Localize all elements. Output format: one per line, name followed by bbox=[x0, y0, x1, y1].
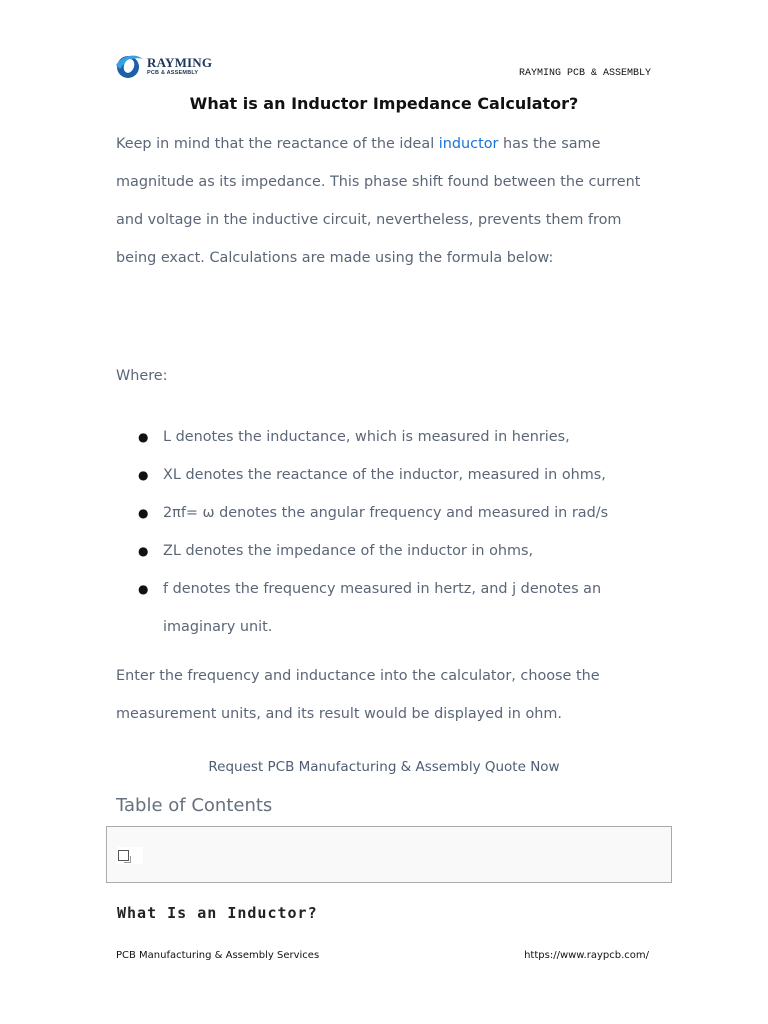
header-company-name: RAYMING PCB & ASSEMBLY bbox=[518, 68, 651, 79]
list-item: ● ZL denotes the impedance of the inductor in ohms, bbox=[116, 532, 656, 570]
intro-text-after: has the same magnitude as its impedance. This phase shift found between the current and voltage in the inductive circuit, nevertheless, prevents them from being exact. Calculations are made using the formula below: bbox=[116, 136, 641, 266]
logo-subtitle: PCB & ASSEMBLY bbox=[147, 69, 199, 76]
bullet-icon: ● bbox=[138, 582, 149, 596]
definitions-list bbox=[116, 418, 656, 646]
bullet-icon: ● bbox=[138, 468, 149, 482]
closing-paragraph: Enter the frequency and inductance into the calculator, choose the measurement units, and its result would be displayed in ohm. bbox=[116, 668, 600, 722]
quote-cta-link[interactable]: Request PCB Manufacturing & Assembly Quote Now bbox=[208, 759, 560, 775]
intro-paragraph bbox=[116, 125, 656, 277]
logo-name: RAYMING bbox=[147, 54, 213, 70]
company-logo bbox=[114, 50, 214, 82]
logo-swoosh-icon bbox=[114, 51, 144, 81]
intro-text-before: Keep in mind that the reactance of the ideal bbox=[116, 136, 439, 152]
footer-url[interactable]: https://www.raypcb.com/ bbox=[524, 950, 649, 961]
list-item: ● f denotes the frequency measured in hertz, and j denotes an imaginary unit. bbox=[116, 570, 656, 646]
inductor-link[interactable]: inductor bbox=[438, 136, 499, 152]
list-item: ● 2πf= ω denotes the angular frequency and measured in rad/s bbox=[116, 494, 656, 532]
list-item: ● L denotes the inductance, which is measured in henries, bbox=[116, 418, 656, 456]
page-title: What is an Inductor Impedance Calculator? bbox=[189, 94, 579, 113]
toc-title: Table of Contents bbox=[116, 795, 273, 816]
section-heading: What Is an Inductor? bbox=[117, 904, 318, 922]
footer-services: PCB Manufacturing & Assembly Services bbox=[116, 950, 320, 961]
where-label: Where: bbox=[116, 368, 168, 384]
list-item: ● XL denotes the reactance of the inductor, measured in ohms, bbox=[116, 456, 656, 494]
toc-toggle-button[interactable] bbox=[117, 847, 143, 864]
bullet-icon: ● bbox=[138, 430, 149, 444]
toc-container bbox=[106, 826, 672, 883]
bullet-icon: ● bbox=[138, 506, 149, 520]
bullet-icon: ● bbox=[138, 544, 149, 558]
toc-toggle-icon bbox=[118, 850, 129, 861]
